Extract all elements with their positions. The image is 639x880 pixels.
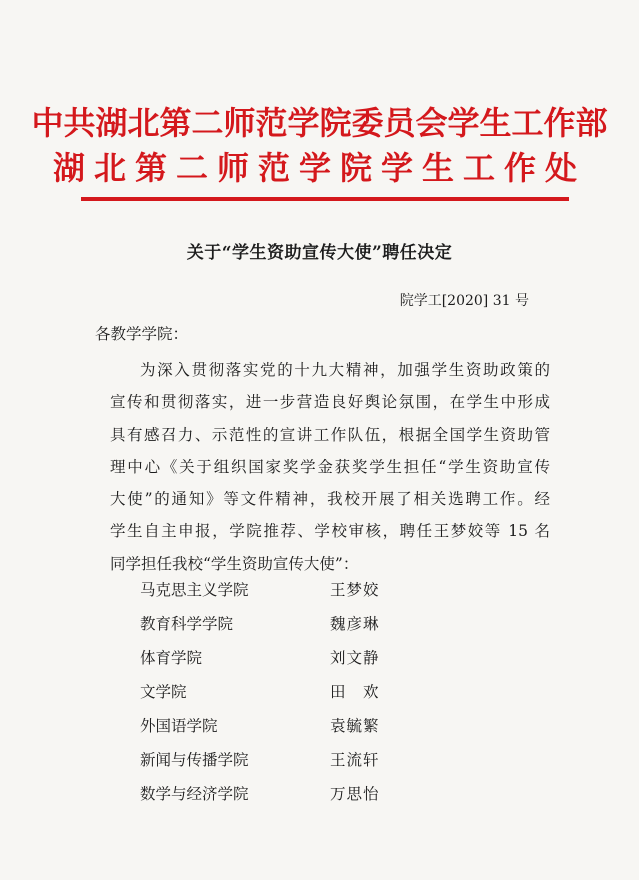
salutation: 各教学学院： [95, 325, 189, 343]
body-line: 宣传和贯彻落实，进一步营造良好舆论氛围，在学生中形成 [110, 393, 550, 412]
body-line: 学生自主申报，学院推荐、学校审核，聘任王梦姣等 15 名 [110, 522, 550, 541]
appointee-name: 王梦姣 [330, 581, 380, 599]
appointee-row [140, 612, 440, 644]
appointee-college: 数学与经济学院 [140, 785, 249, 803]
org-header-line-1: 中共湖北第二师范学院委员会学生工作部 [31, 104, 608, 142]
appointee-college: 文学院 [140, 683, 187, 701]
appointee-row [140, 578, 440, 610]
appointee-college: 新闻与传播学院 [140, 751, 249, 769]
appointee-row [140, 680, 440, 712]
appointee-name: 刘文静 [330, 649, 380, 667]
body-line: 为深入贯彻落实党的十九大精神，加强学生资助政策的 [140, 361, 550, 379]
appointee-college: 体育学院 [140, 649, 203, 667]
appointee-college: 教育科学学院 [140, 615, 234, 633]
appointee-college: 外国语学院 [140, 717, 218, 735]
appointee-row [140, 748, 440, 780]
body-line: 理中心《关于组织国家奖学金获奖学生担任“学生资助宣传 [110, 457, 550, 476]
appointee-row [140, 782, 440, 814]
appointee-name: 魏彦琳 [330, 615, 380, 633]
appointee-row [140, 646, 440, 678]
body-line: 具有感召力、示范性的宣讲工作队伍，根据全国学生资助管 [110, 425, 550, 444]
appointee-college: 马克思主义学院 [140, 581, 249, 599]
body-line: 同学担任我校“学生资助宣传大使”： [110, 554, 359, 573]
appointee-name: 万思怡 [330, 785, 380, 803]
red-divider-rule [81, 197, 569, 201]
appointee-name: 田 欢 [330, 683, 380, 701]
body-line: 大使”的通知》等文件精神，我校开展了相关选聘工作。经 [110, 490, 550, 509]
org-header-line-2: 湖北第二师范学院学生工作处 [52, 149, 586, 187]
body-paragraph [110, 354, 550, 580]
document-number: 院学工[2020] 31 号 [399, 293, 529, 309]
appointee-name: 王流轩 [330, 751, 380, 769]
appointee-row [140, 714, 440, 746]
document-title: 关于“学生资助宣传大使”聘任决定 [186, 243, 453, 263]
appointee-name: 袁毓繁 [330, 717, 380, 735]
